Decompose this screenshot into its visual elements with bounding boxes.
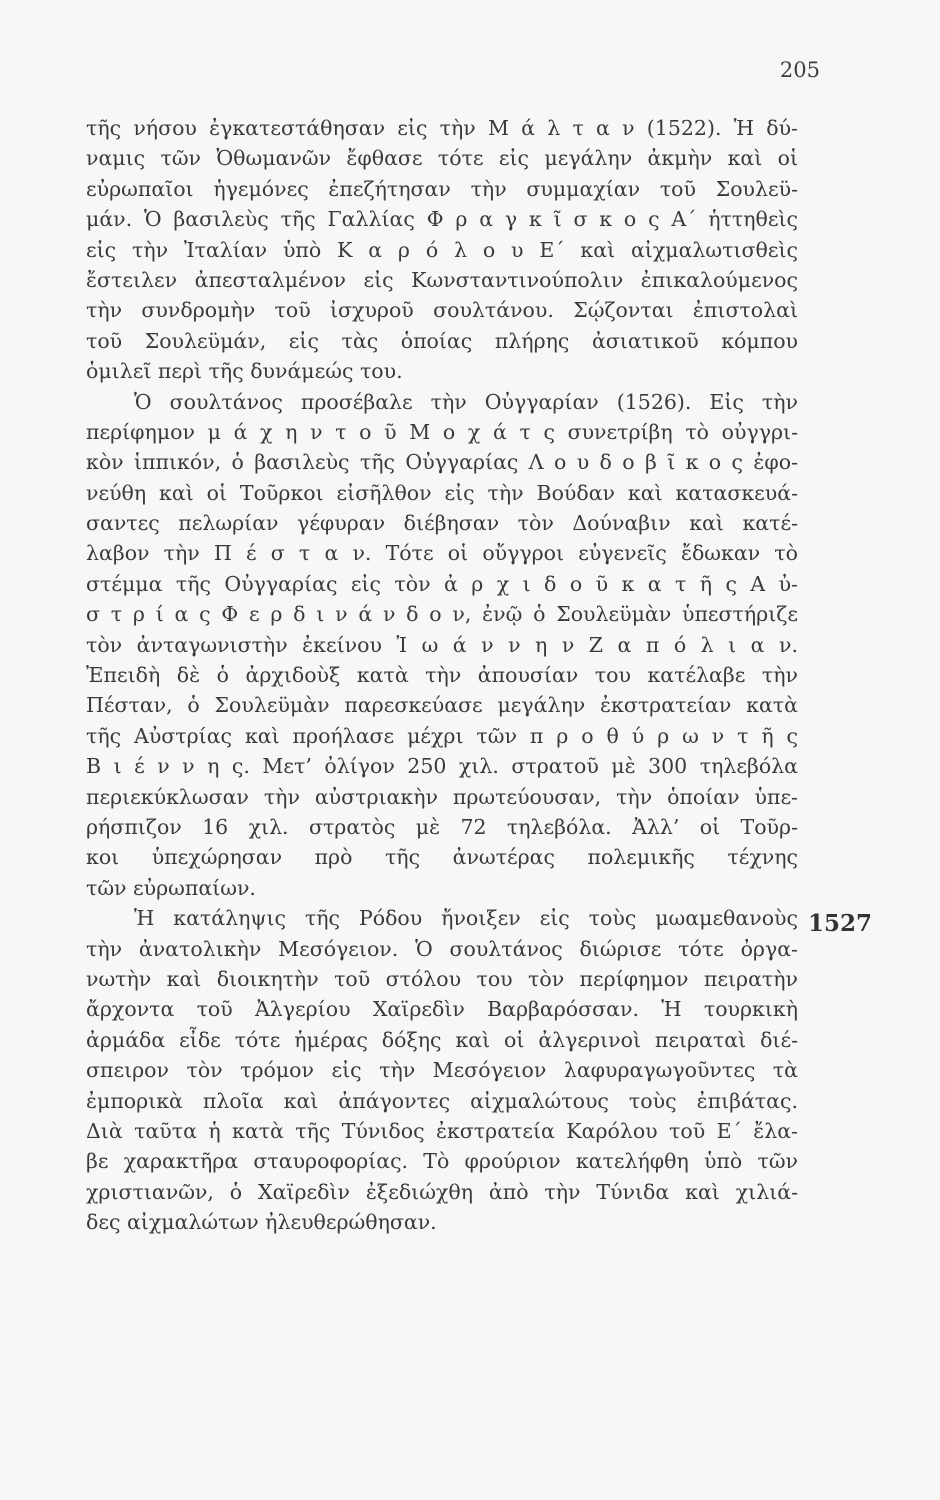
text-line: ναμις τῶν Ὀθωμανῶν ἔφθασε τότε εἰς μεγάλην ἀκμὴν καὶ οἱ bbox=[86, 146, 798, 171]
text-line: λαβον τὴν Π έ σ τ α ν. Τότε οἱ οὔγγροι εὐγενεῖς ἔδωκαν τὸ bbox=[86, 541, 798, 566]
text-line: νεύθη καὶ οἱ Τοῦρκοι εἰσῆλθον εἰς τὴν Βούδαν καὶ κατασκευά- bbox=[86, 480, 798, 505]
text-line: τὴν ἀνατολικὴν Μεσόγειον. Ὁ σουλτάνος διώρισε τότε ὀργα- bbox=[86, 936, 798, 961]
text-line: μάν. Ὁ βασιλεὺς τῆς Γαλλίας Φ ρ α γ κ ῖ σ κ ο ς Α΄ ἡττηθεὶς bbox=[86, 207, 798, 232]
text-line: σ τ ρ ί α ς Φ ε ρ δ ι ν ά ν δ ο ν, ἐνῷ ὁ Σουλεϋμὰν ὑπεστήριζε bbox=[86, 602, 798, 627]
margin-year-note: 1527 bbox=[808, 910, 873, 937]
text-line: ὁμιλεῖ περὶ τῆς δυνάμεώς του. bbox=[86, 359, 403, 384]
text-line: Ὁ σουλτάνος προσέβαλε τὴν Οὐγγαρίαν (1526). Εἰς τὴν bbox=[134, 389, 798, 414]
text-line: εὐρωπαῖοι ἡγεμόνες ἐπεζήτησαν τὴν συμμαχίαν τοῦ Σουλεϋ- bbox=[86, 176, 798, 201]
text-line: χριστιανῶν, ὁ Χαϊρεδὶν ἐξεδιώχθη ἀπὸ τὴν Τύνιδα καὶ χιλιά- bbox=[86, 1179, 798, 1204]
text-line: περιεκύκλωσαν τὴν αὐστριακὴν πρωτεύουσαν, τὴν ὁποίαν ὑπε- bbox=[86, 784, 798, 809]
text-line: στέμμα τῆς Οὐγγαρίας εἰς τὸν ἀ ρ χ ι δ ο ῦ κ α τ ῆ ς Α ὐ- bbox=[86, 571, 798, 596]
text-line: σαντες πελωρίαν γέφυραν διέβησαν τὸν Δούναβιν καὶ κατέ- bbox=[86, 511, 798, 536]
text-line: τῆς Αὐστρίας καὶ προήλασε μέχρι τῶν π ρ ο θ ύ ρ ω ν τ ῆ ς bbox=[86, 723, 798, 748]
text-line: τῶν εὐρωπαίων. bbox=[86, 875, 256, 900]
text-line: δες αἰχμαλώτων ἠλευθερώθησαν. bbox=[86, 1210, 437, 1235]
text-line: τοῦ Σουλεϋμάν, εἰς τὰς ὁποίας πλήρης ἀσιατικοῦ κόμπου bbox=[86, 328, 798, 353]
text-line: τὴν συνδρομὴν τοῦ ἰσχυροῦ σουλτάνου. Σῴζονται ἐπιστολαὶ bbox=[86, 298, 798, 323]
text-line: νωτὴν καὶ διοικητὴν τοῦ στόλου του τὸν περίφημον πειρατὴν bbox=[86, 966, 798, 991]
text-line: Β ι έ ν ν η ς. Μετ’ ὀλίγον 250 χιλ. στρατοῦ μὲ 300 τηλεβόλα bbox=[86, 754, 798, 779]
text-line: Ἐπειδὴ δὲ ὁ ἀρχιδοὺξ κατὰ τὴν ἀπουσίαν του κατέλαβε τὴν bbox=[86, 663, 798, 688]
text-line: τὸν ἀνταγωνιστὴν ἐκείνου Ἰ ω ά ν ν η ν Ζ α π ό λ ι α ν. bbox=[86, 632, 798, 657]
body-text bbox=[86, 113, 798, 1237]
page-number: 205 bbox=[779, 58, 820, 82]
text-line: εἰς τὴν Ἰταλίαν ὑπὸ Κ α ρ ό λ ο υ Ε΄ καὶ αἰχμαλωτισθεὶς bbox=[86, 237, 798, 262]
text-line: Πέσταν, ὁ Σουλεϋμὰν παρεσκεύασε μεγάλην ἐκστρατείαν κατὰ bbox=[86, 693, 798, 718]
text-line: βε χαρακτῆρα σταυροφορίας. Τὸ φρούριον κατελήφθη ὑπὸ τῶν bbox=[86, 1149, 798, 1174]
text-line: ἐμπορικὰ πλοῖα καὶ ἀπάγοντες αἰχμαλώτους τοὺς ἐπιβάτας. bbox=[86, 1088, 798, 1113]
text-line: κοι ὑπεχώρησαν πρὸ τῆς ἀνωτέρας πολεμικῆς τέχνης bbox=[86, 845, 798, 870]
text-line: τῆς νήσου ἐγκατεστάθησαν εἰς τὴν Μ ά λ τ α ν (1522). Ἡ δύ- bbox=[86, 116, 798, 140]
text-line: Ἡ κατάληψις τῆς Ρόδου ἤνοιξεν εἰς τοὺς μωαμεθανοὺς bbox=[134, 906, 798, 931]
text-line: ρήσπιζον 16 χιλ. στρατὸς μὲ 72 τηλεβόλα. Ἀλλ’ οἱ Τοῦρ- bbox=[86, 814, 798, 839]
text-line: ἄρχοντα τοῦ Ἀλγερίου Χαϊρεδὶν Βαρβαρόσσαν. Ἡ τουρκικὴ bbox=[86, 997, 798, 1022]
text-line: σπειρον τὸν τρόμον εἰς τὴν Μεσόγειον λαφυραγωγοῦντες τὰ bbox=[86, 1058, 798, 1083]
text-line: περίφημον μ ά χ η ν τ ο ῦ Μ ο χ ά τ ς συνετρίβη τὸ οὐγγρι- bbox=[86, 419, 798, 444]
text-line: ἔστειλεν ἀπεσταλμένον εἰς Κωνσταντινούπολιν ἐπικαλούμενος bbox=[86, 267, 798, 292]
text-line: Διὰ ταῦτα ἡ κατὰ τῆς Τύνιδος ἐκστρατεία Καρόλου τοῦ Ε΄ ἔλα- bbox=[86, 1118, 798, 1143]
text-line: ἀρμάδα εἶδε τότε ἡμέρας δόξης καὶ οἱ ἀλγερινοὶ πειραταὶ διέ- bbox=[86, 1027, 798, 1052]
text-line: κὸν ἱππικόν, ὁ βασιλεὺς τῆς Οὐγγαρίας Λ ο υ δ ο β ῖ κ ο ς ἐφο- bbox=[86, 450, 798, 475]
